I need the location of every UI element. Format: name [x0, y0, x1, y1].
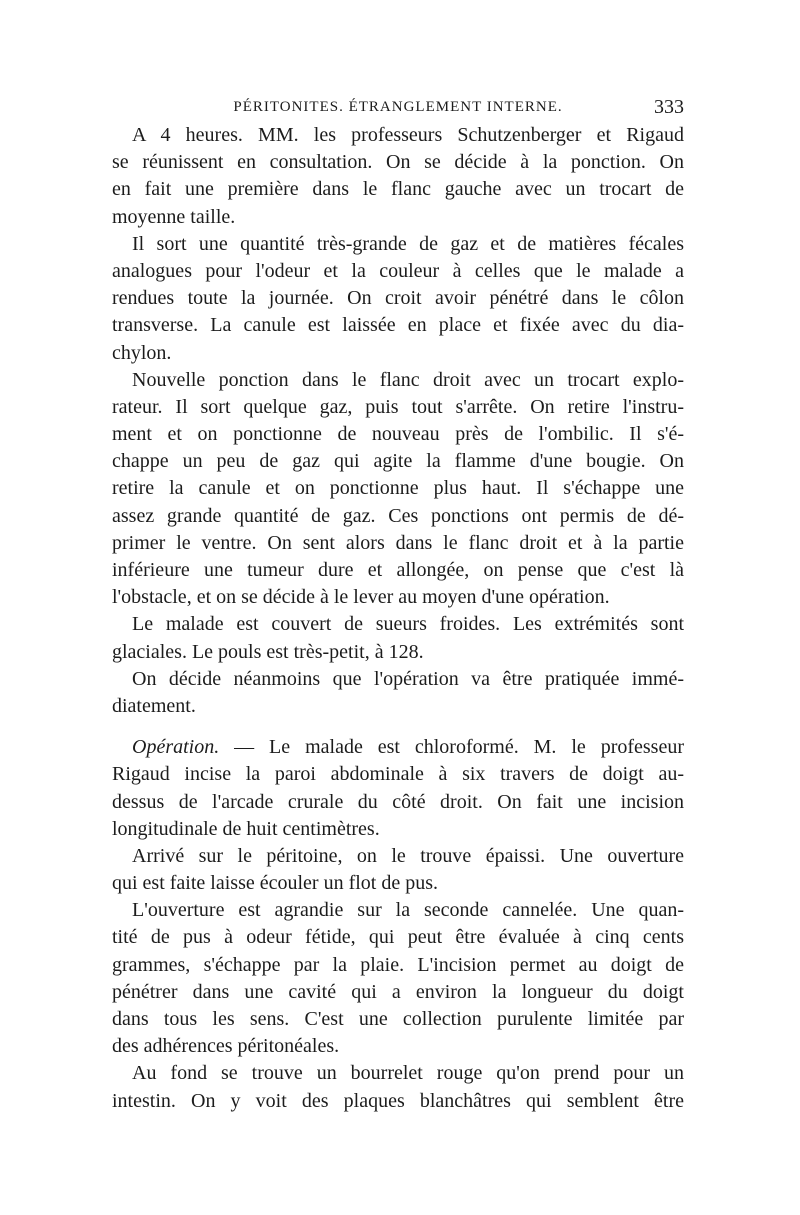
text-line: se réunissent en consultation. On se décide à la ponction. On [112, 151, 684, 174]
paragraph [112, 231, 684, 367]
page-number: 333 [654, 96, 684, 118]
paragraph [112, 897, 684, 1060]
body-text [112, 122, 684, 1115]
text-line: pénétrer dans une cavité qui a environ la longueur du doigt [112, 980, 684, 1003]
text-line: primer le ventre. On sent alors dans le flanc droit et à la partie [112, 531, 684, 554]
text-line: rendues toute la journée. On croit avoir pénétré dans le côlon [112, 287, 684, 310]
text-line: A 4 heures. MM. les professeurs Schutzenberger et Rigaud [132, 124, 684, 146]
text-line: Le malade est couvert de sueurs froides. Les extrémités sont [132, 613, 684, 636]
text-line: Au fond se trouve un bourrelet rouge qu'on prend pour un [132, 1062, 684, 1085]
text-line: Nouvelle ponction dans le flanc droit avec un trocart explo- [132, 368, 684, 391]
text-line: dessus de l'arcade crurale du côté droit. On fait une incision [112, 790, 684, 813]
text-line: dans tous les sens. C'est une collection purulente limitée par [112, 1008, 684, 1030]
paragraph [112, 122, 684, 231]
running-head [112, 96, 684, 120]
text-line: assez grande quantité de gaz. Ces ponctions ont permis de dé- [112, 504, 684, 527]
text-line: chappe un peu de gaz qui agite la flamme d'une bougie. On [112, 450, 684, 473]
text-line: l'obstacle, et on se décide à le lever au moyen d'une opération. [112, 586, 610, 609]
text-line: des adhérences péritonéales. [112, 1035, 340, 1058]
text-line: transverse. La canule est laissée en place et fixée avec du dia- [112, 314, 684, 337]
text-line: intestin. On y voit des plaques blanchâtres qui semblent être [112, 1089, 684, 1112]
text-line: tité de pus à odeur fétide, qui peut être évaluée à cinq cents [112, 926, 684, 949]
text-line: diatement. [112, 694, 196, 717]
running-title: PÉRITONITES. ÉTRANGLEMENT INTERNE. [233, 99, 563, 115]
text-line: en fait une première dans le flanc gauche avec un trocart de [112, 178, 684, 201]
text-line: ment et on ponctionne de nouveau près de l'ombilic. Il s'é- [112, 423, 684, 446]
text-line [112, 734, 684, 761]
text-line: chylon. [112, 341, 172, 364]
text-line: analogues pour l'odeur et la couleur à celles que le malade a [112, 259, 684, 282]
text-line: retire la canule et on ponctionne plus haut. Il s'échappe une [112, 477, 684, 500]
text-line: grammes, s'échappe par la plaie. L'incision permet au doigt de [112, 953, 684, 976]
paragraph [112, 666, 684, 720]
text-line: glaciales. Le pouls est très-petit, à 128. [112, 640, 424, 663]
paragraph [112, 367, 684, 612]
paragraph [112, 611, 684, 665]
operation-paragraph [112, 734, 684, 843]
section-lead: Opération. [132, 736, 220, 759]
text-line: rateur. Il sort quelque gaz, puis tout s'arrête. On retire l'instru- [112, 395, 684, 418]
text-line: qui est faite laisse écouler un flot de pus. [112, 872, 439, 895]
lead-line-rest: — Le malade est chloroformé. M. le professeur [219, 736, 684, 759]
text-line: Arrivé sur le péritoine, on le trouve épaissi. Une ouverture [132, 844, 684, 867]
text-line: L'ouverture est agrandie sur la seconde cannelée. Une quan- [132, 899, 684, 922]
text-line: longitudinale de huit centimètres. [112, 817, 380, 840]
text-line: moyenne taille. [112, 205, 236, 228]
paragraph [112, 1060, 684, 1114]
text-line: On décide néanmoins que l'opération va être pratiquée immé- [132, 667, 684, 690]
text-line: Il sort une quantité très-grande de gaz et de matières fécales [132, 232, 684, 255]
text-line: Rigaud incise la paroi abdominale à six travers de doigt au- [112, 763, 684, 786]
paragraph [112, 843, 684, 897]
text-line: inférieure une tumeur dure et allongée, on pense que c'est là [112, 559, 684, 581]
